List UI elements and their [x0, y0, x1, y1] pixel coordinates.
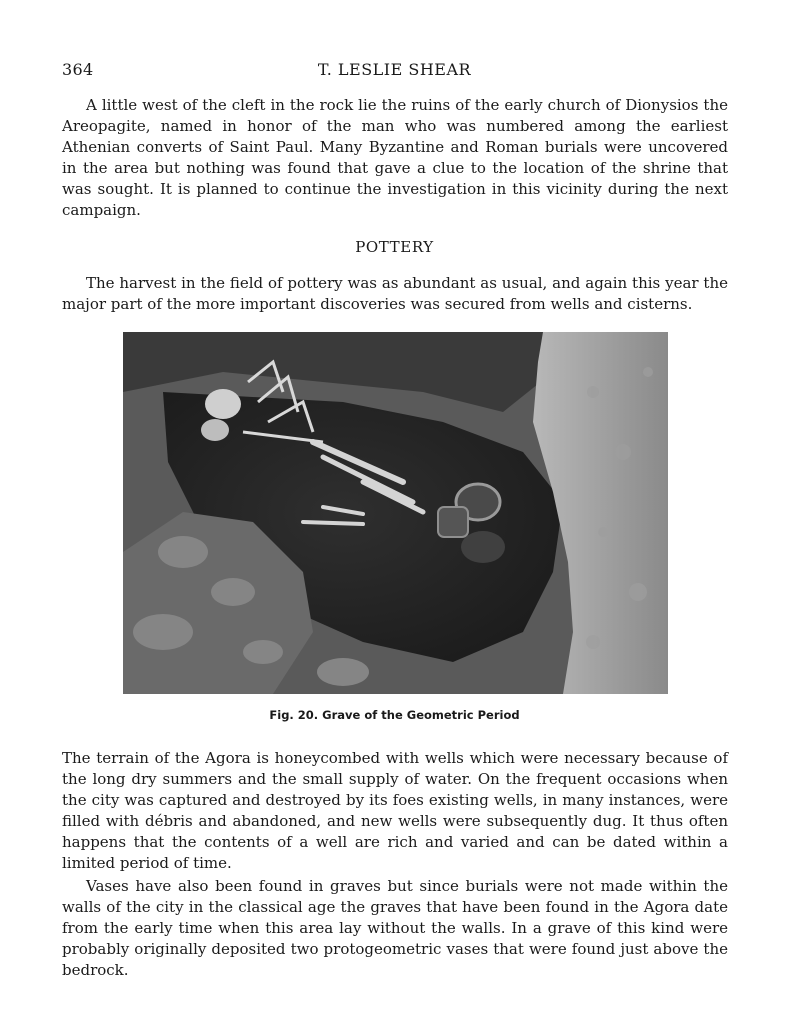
- page-number: 364: [62, 60, 94, 79]
- paragraph-dionysios-church: A little west of the cleft in the rock lie the ruins of the early church of Dionysios the Areopagite, named in honor of the man who was numbered among the earliest Athenian converts of Saint Paul. Many Byzantine and Roman burials were uncovered in the area but nothing was found that gave a clue to the location of the shrine that was sought. It is planned to continue the investigation in this vicinity during the next campaign.: [62, 96, 728, 219]
- section-heading-pottery: POTTERY: [355, 238, 434, 256]
- grave-photograph: [123, 332, 668, 694]
- figure-caption: Fig. 20. Grave of the Geometric Period: [269, 708, 520, 722]
- running-head: T. LESLIE SHEAR: [317, 60, 472, 79]
- paragraph-pottery-harvest: The harvest in the field of pottery was as abundant as usual, and again this year the major part of the more important discoveries was secured from wells and cisterns.: [62, 274, 728, 313]
- paragraph-agora-wells: The terrain of the Agora is honeycombed with wells which were necessary because of the long dry summers and the small supply of water. On the frequent occasions when the city was captured and destroyed by its foes existing wells, in many instances, were filled with débris and abandoned, and new wells were subsequently dug. It thus often happens that the contents of a well are rich and varied and can be dated within a limited period of time.: [62, 749, 728, 872]
- paragraph-graves-vases: Vases have also been found in graves but since burials were not made within the walls of the city in the classical age the graves that have been found in the Agora date from the early time when this area lay without the walls. In a grave of this kind were probably originally deposited two protogeometric vases that were found just above the bedrock.: [62, 877, 728, 979]
- grave-photo-illustration: [123, 332, 668, 694]
